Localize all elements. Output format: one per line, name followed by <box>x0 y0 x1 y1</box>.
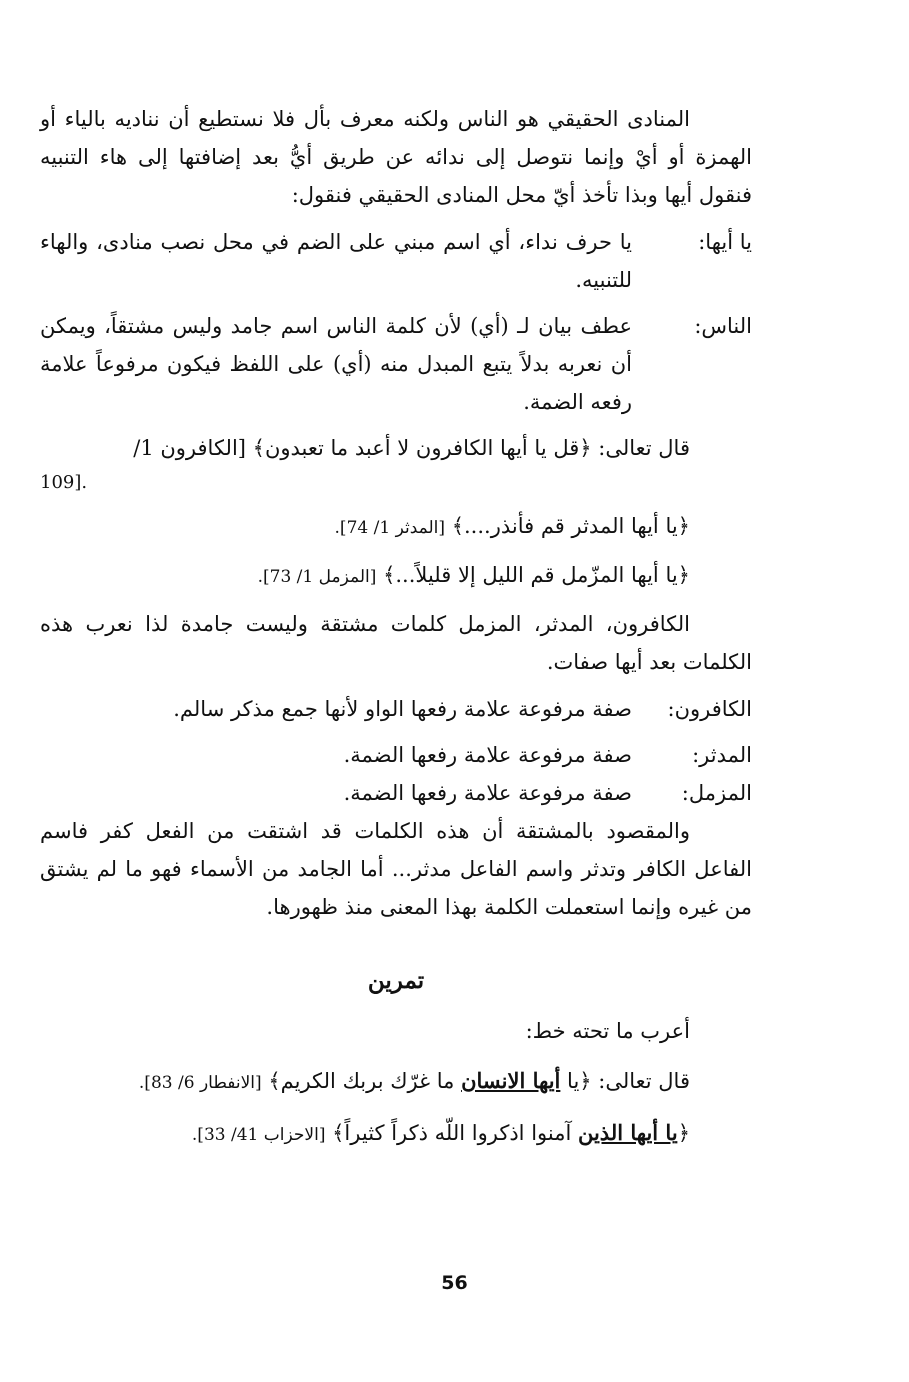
definition-desc: عطف بيان لـ (أي) لأن كلمة الناس اسم جامد وليس مشتقاً، ويمكن أن نعربه بدلاً يتبع المبدل منه (أي) على اللفظ فيكون مرفوعاً علامة رفعه الضمة. <box>40 314 632 414</box>
question-text-post: آمنوا اذكروا اللّه ذكراً كثيراً﴾ <box>325 1121 578 1145</box>
page-number: 56 <box>441 1272 468 1294</box>
explanation-paragraph: والمقصود بالمشتقة أن هذه الكلمات قد اشتقت من الفعل كفر فاسم الفاعل الكافر وتدثر واسم الفاعل مدثر... أما الجامد من الأسماء فهو ما لم يشتق من غيره وإنما استعملت الكلمة بهذا المعنى منذ ظهورها. <box>40 819 752 919</box>
intro-paragraph: المنادى الحقيقي هو الناس ولكنه معرف بأل فلا نستطيع أن نناديه بالياء أو الهمزة أو أيْ وإنما نتوصل إلى ندائه عن طريق أيُّ بعد إضافتها إلى هاء التنبيه فنقول أيها وبذا تأخذ أيّ محل المنادى الحقيقي فنقول: <box>40 107 752 207</box>
exercise-instruction: أعرب ما تحته خط: <box>525 1019 690 1043</box>
definition-row <box>40 223 752 299</box>
definitions-group-1 <box>40 223 752 421</box>
definition-term: الكافرون: <box>667 697 752 721</box>
verse-line <box>40 507 752 547</box>
verse-text: ﴿يا أيها المزّمل قم الليل إلا قليلاً...﴾ <box>383 563 690 587</box>
question-text-pre: قال تعالى: ﴿يا <box>560 1069 690 1093</box>
underlined-phrase: يا أيها الذين <box>577 1120 678 1145</box>
page-body <box>40 100 752 1166</box>
definition-term: يا أيها: <box>698 230 752 254</box>
definition-desc: يا حرف نداء، أي اسم مبني على الضم في محل نصب منادى، والهاء للتنبيه. <box>40 230 632 292</box>
exercise-question <box>40 1114 752 1154</box>
definition-term: الناس: <box>694 314 752 338</box>
question-text-pre: ﴿ <box>677 1121 690 1145</box>
quote-reference-tail: 109]. <box>40 472 88 493</box>
exercise-title: تمرين <box>367 967 425 994</box>
verse-reference: [الاحزاب 41/ 33]. <box>191 1125 326 1145</box>
quran-quote: قال تعالى: ﴿قل يا أيها الكافرون لا أعبد ما تعبدون﴾ [الكافرون 1/ <box>133 436 690 460</box>
derived-words-paragraph: الكافرون، المدثر، المزمل كلمات مشتقة وليست جامدة لذا نعرب هذه الكلمات بعد أيها صفات. <box>40 612 752 674</box>
definition-row <box>40 774 752 812</box>
verse-reference: [المزمل 1/ 73]. <box>257 567 377 587</box>
definition-term: المزمل: <box>681 781 752 805</box>
definition-row <box>40 690 752 728</box>
exercise-question <box>40 1062 752 1102</box>
question-text-post: ما غرّك بربك الكريم﴾ <box>261 1069 462 1093</box>
definition-row <box>40 307 752 421</box>
verse-line <box>40 556 752 596</box>
definition-row <box>40 736 752 774</box>
underlined-phrase: أيها الانسان <box>461 1068 561 1093</box>
verse-reference: [الانفطار 6/ 83]. <box>138 1073 262 1093</box>
definitions-group-2 <box>40 690 752 812</box>
definition-desc: صفة مرفوعة علامة رفعها الضمة. <box>343 781 632 805</box>
definition-desc: صفة مرفوعة علامة رفعها الضمة. <box>343 743 632 767</box>
definition-term: المدثر: <box>692 743 752 767</box>
verse-reference: [المدثر 1/ 74]. <box>334 518 445 538</box>
verse-text: ﴿يا أيها المدثر قم فأنذر....﴾ <box>451 514 690 538</box>
definition-desc: صفة مرفوعة علامة رفعها الواو لأنها جمع مذكر سالم. <box>173 697 632 721</box>
